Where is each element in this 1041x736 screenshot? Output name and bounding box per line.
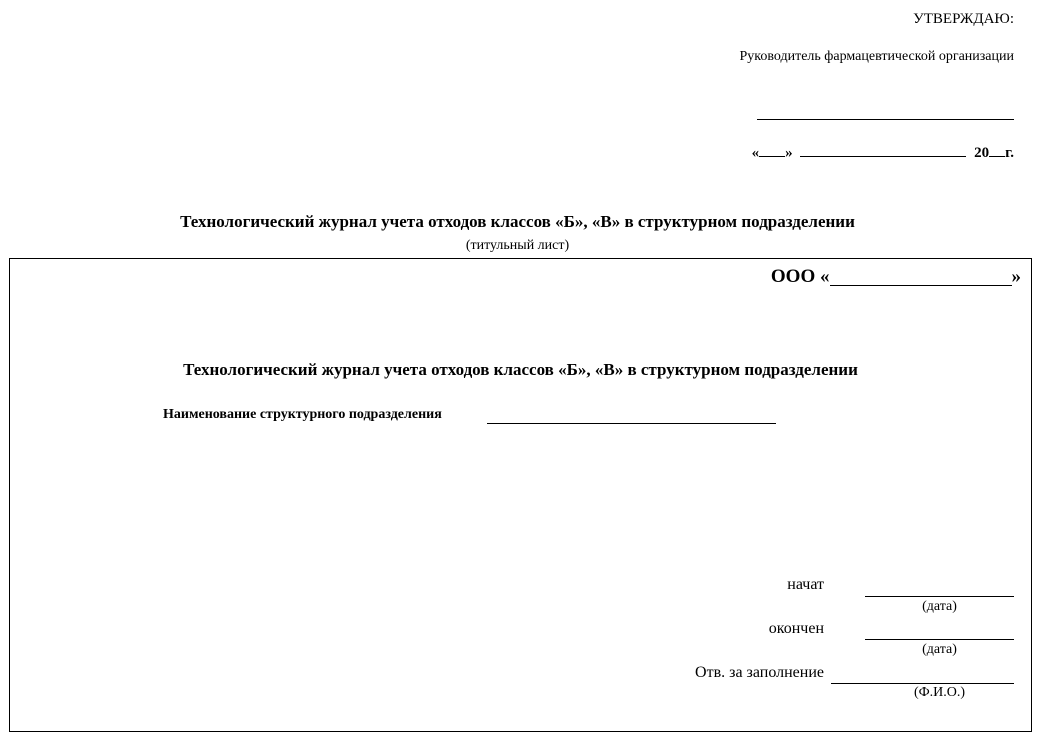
document-title: Технологический журнал учета отходов классов «Б», «В» в структурном подразделении [180, 212, 855, 231]
started-line [865, 596, 1014, 597]
date-close-quote: » [785, 145, 793, 161]
approval-role: Руководитель фармацевтической организации [739, 49, 1014, 64]
started-label: начат [787, 576, 824, 593]
finished-line [865, 639, 1014, 640]
date-open-quote: « [751, 145, 760, 161]
title-page-frame [9, 258, 1032, 732]
org-suffix: » [1011, 266, 1021, 287]
organization-name [771, 265, 1021, 288]
unit-name-label: Наименование структурного подразделения [163, 407, 442, 422]
responsible-label: Отв. за заполнение [695, 664, 824, 681]
year-prefix: 20 [974, 145, 990, 161]
finished-caption: (дата) [922, 642, 957, 657]
title-page-heading: Технологический журнал учета отходов классов «Б», «В» в структурном подразделении [183, 360, 858, 379]
unit-name-line [487, 423, 776, 424]
responsible-caption: (Ф.И.О.) [913, 685, 966, 700]
finished-label: окончен [768, 620, 824, 637]
document-subtitle: (титульный лист) [465, 238, 570, 253]
responsible-line [831, 683, 1014, 684]
approval-signature-line [757, 119, 1014, 120]
approval-date [752, 142, 1014, 162]
org-name-blank [830, 265, 1012, 286]
month-blank [800, 142, 966, 157]
org-prefix: ООО « [770, 266, 830, 287]
year-blank [989, 142, 1005, 157]
day-blank [759, 142, 785, 157]
approval-title: УТВЕРЖДАЮ: [913, 11, 1014, 27]
started-caption: (дата) [922, 599, 957, 614]
year-suffix: г. [1005, 145, 1014, 161]
